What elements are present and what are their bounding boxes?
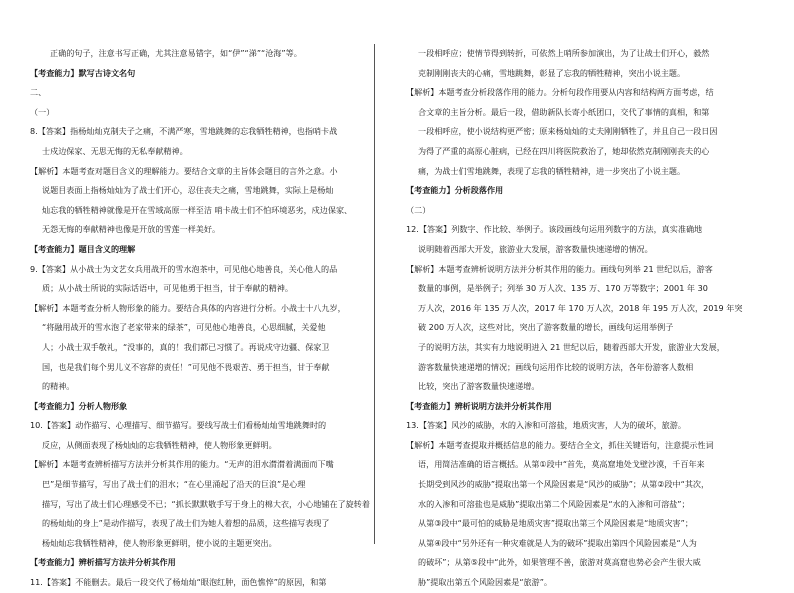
text-line: （一） (30, 106, 55, 117)
text-line: （二） (406, 204, 431, 215)
section-label: 【考查能力】题目含义的理解 (30, 243, 136, 254)
text-line: 克制刚刚丧夫的心痛，雪地跳舞，彰显了忘我的牺牲精神，突出小说主题。 (418, 67, 686, 78)
text-line: 质；从小战士所说的实际话语中，可见他勇于担当，甘于奉献的精神。 (42, 283, 293, 294)
text-line: 12.【答案】列数字、作比较、举例子。该段画线句运用列数字的方法，真实准确地 (406, 224, 703, 235)
text-line: 反应，从侧面表现了杨灿灿的忘我牺牲精神，使人物形象更鲜明。 (42, 439, 277, 450)
text-line: 的破坏”；从第⑤段中“此外，如果管理不善，旅游对莫高窟也势必会产生很大威 (418, 557, 701, 568)
text-line: 正确的句子，注意书写正确，尤其注意易错字，如“伊”“涕”“沧海”等。 (50, 48, 302, 58)
text-line: 灿忘我的牺牲精神就像是开在雪域高原一样至洁 哨卡战士们不怕环境恶劣，戍边保家、 (42, 204, 353, 215)
text-line: 痛，为战士们雪地跳舞，表现了忘我的牺牲精神，进一步突出了小说主题。 (418, 165, 686, 176)
text-line: 13.【答案】风沙的威胁，水的入渗和可溶盐，地质灾害，人为的破坏，旅游。 (406, 420, 686, 431)
text-line: 比较，突出了游客数量快速递增。 (418, 381, 540, 392)
text-line: 子的说明方法，其实有力地说明进入 21 世纪以后，随着西部大开发，旅游业大发展， (418, 341, 725, 352)
text-line: 无怨无悔的奉献精神也像是开放的雪莲一样美好。 (42, 224, 221, 235)
text-line: 说题目表面上指杨灿灿为了战士们开心，忍住丧夫之痛，雪地跳舞，实际上是杨灿 (42, 185, 334, 196)
text-line: 【解析】本题考查辨析描写方法并分析其作用的能力。“无声的泪水潸潸着满面而下嘴 (30, 459, 334, 470)
text-line: 从第④段中“另外还有一种灾难就是人为的破坏”提取出第四个风险因素是“人为 (418, 537, 697, 548)
text-line: 【解析】本题考查辨析说明方法并分析其作用的能力。画线句列举 21 世纪以后，游客 (406, 263, 713, 274)
section-label: 【考查能力】辨析描写方法并分析其作用 (30, 557, 176, 568)
text-line: 【解析】本题考查提取并概括信息的能力。要结合全文，抓住关键语句，注意提示性词 (406, 439, 714, 450)
text-line: 描写，写出了战士们心理感受不已；“抓长默默敬手写于身上的棉大衣，小心地铺在了旋转着 (42, 498, 370, 509)
text-line: “将融用战开的雪水泡了老家带来的绿茶”，可见他心地善良，心思细腻，关爱他 (42, 322, 326, 333)
text-line: 国，也是我们每个男儿义不容辞的责任！”可见他不畏艰苦、勇于担当，甘于奉献 (42, 361, 330, 372)
text-line: 游客数量快速递增的情况；画线句运用作比较的说明方法，各年份游客人数相 (418, 361, 694, 372)
text-line: 【解析】本题考查分析段落作用的能力。分析句段作用要从内容和结构两方面考虑，结 (406, 87, 714, 98)
section-label: 【考查能力】默写古诗文名句 (30, 67, 136, 78)
text-line: 语，用简洁准确的语言概括。从第①段中“首先，莫高窟地处戈壁沙漠，千百年来 (418, 459, 705, 470)
text-line: 从第③段中“最可怕的威胁是地质灾害”提取出第三个风险因素是“地质灾害”； (418, 518, 693, 529)
section-label: 【考查能力】分析段落作用 (406, 185, 504, 196)
text-line: 【解析】本题考查对题目含义的理解能力。要结合文章的主旨体会题目的言外之意。小 (30, 165, 338, 176)
text-line: 水的入渗和可溶盐也是威胁”提取出第二个风险因素是“水的入渗和可溶盐”； (418, 498, 690, 509)
text-line: 10.【答案】动作描写、心理描写、细节描写。要线写战士们看杨灿灿雪地跳舞时的 (30, 420, 327, 431)
section-label: 【考查能力】分析人物形象 (30, 400, 128, 411)
text-line: 一段相呼应；使情节得到转折，可依然上哨所参加演出，为了让战士们开心，毅然 (418, 48, 710, 58)
text-line: 的杨灿灿的身上”是动作描写，表现了战士们为她人着想的品质，这些描写表现了 (42, 518, 330, 529)
text-line: 11.【答案】不能删去。最后一段交代了杨灿灿“眼泡红肿，面色憔悴”的原因，和第 (30, 577, 327, 588)
text-line: 胁”提取出第五个风险因素是“旅游”。 (418, 577, 552, 588)
text-line: 8.【答案】指杨灿灿克制夫子之痛，不满严寒，雪地跳舞的忘我牺牲精神，也指哨卡战 (30, 126, 338, 137)
text-line: 一段相呼应，使小说结构更严密；原来杨灿灿的丈夫刚刚牺牲了，并且自己一段日因 (418, 126, 718, 137)
text-line: 【解析】本题考查分析人物形象的能力。要结合具体的内容进行分析。小战士十八九岁， (30, 302, 346, 313)
text-line: 说明随着西部大开发，旅游业大发展，游客数量快速递增的情况。 (418, 243, 653, 254)
text-line: 数量的事例，是举例子；列举 30 万人次、135 万、170 万等数字；2001 年 30 (418, 283, 708, 294)
text-line: 万人次，2016 年 135 万人次，2017 年 170 万人次，2018 年 195 万人次，2019 年突 (418, 302, 743, 313)
text-line: 二、 (30, 87, 47, 98)
column-divider (374, 44, 375, 544)
text-line: 长期受到风沙的威胁”提取出第一个风险因素是“风沙的威胁”；从第②段中“其次， (418, 479, 710, 490)
text-line: 士戍边保家、无思无悔的无私奉献精神。 (42, 145, 188, 156)
text-line: 巴”是细节描写，写出了战士们的泪水；“在心里涌起了沿天的巨浪”是心理 (42, 479, 306, 490)
right-column (406, 44, 752, 593)
text-line: 的精神。 (42, 381, 75, 392)
text-line: 9.【答案】从小战士为文艺女兵用战开的雪水泡茶中，可见他心地善良，关心他人的品 (30, 263, 338, 274)
text-line: 人；小战士双手敬礼，“没事的，真的！我们都已习惯了。再说戍守边疆、保家卫 (42, 341, 330, 352)
section-label: 【考查能力】辨析说明方法并分析其作用 (406, 400, 552, 411)
left-column (30, 44, 376, 593)
text-line: 破 200 万人次，这些对比，突出了游客数量的增长，画线句运用举例子 (418, 322, 674, 333)
text-line: 为得了严重的高原心脏病，已经在四川将医院救治了，她却依然克制刚刚丧夫的心 (418, 145, 710, 156)
text-line: 杨灿灿忘我牺牲精神，使人物形象更鲜明，使小说的主题更突出。 (42, 537, 277, 548)
text-line: 合文章的主旨分析。最后一段，借助新队长寄小纸团口，交代了事情的真相，和第 (418, 106, 710, 117)
